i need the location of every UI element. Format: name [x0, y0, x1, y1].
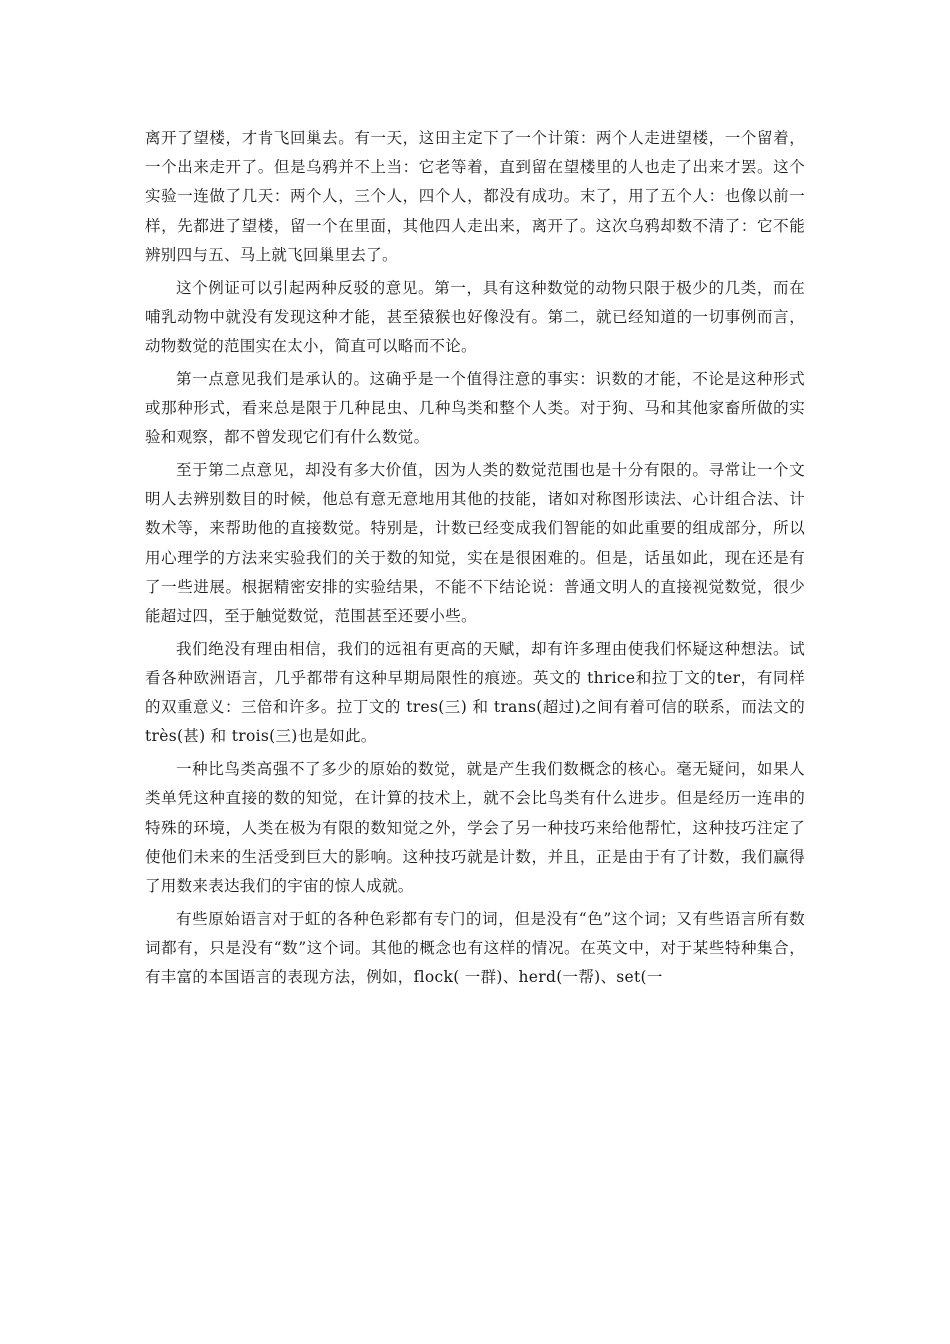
paragraph-6: 一种比鸟类高强不了多少的原始的数觉，就是产生我们数概念的核心。毫无疑问，如果人类单凭这种直接的数的知觉，在计算的技术上，就不会比鸟类有什么进步。但是经历一连串的特殊的环境，人类在极为有限的数知觉之外，学会了另一种技巧来给他帮忙，这种技巧注定了使他们未来的生活受到巨大的影响。这种技巧就是计数，并且，正是由于有了计数，我们赢得了用数来表达我们的宇宙的惊人成就。	[145, 760, 805, 896]
paragraph-1: 离开了望楼，才肯飞回巢去。有一天，这田主定下了一个计策：两个人走进望楼，一个留着，一个出来走开了。但是乌鸦并不上当：它老等着，直到留在望楼里的人也走了出来才罢。这个实验一连做了几天：两个人，三个人，四个人，都没有成功。末了，用了五个人：也像以前一样，先都进了望楼，留一个在里面，其他四人走出来，离开了。这次乌鸦却数不清了：它不能辨别四与五、马上就飞回巢里去了。	[145, 129, 805, 264]
paragraph-4: 至于第二点意见，却没有多大价值，因为人类的数觉范围也是十分有限的。寻常让一个文明人去辨别数目的时候，他总有意无意地用其他的技能，诸如对称图形读法、心计组合法、计数术等，来帮助他的直接数觉。特别是，计数已经变成我们智能的如此重要的组成部分，所以用心理学的方法来实验我们的关于数的知觉，实在是很困难的。但是，话虽如此，现在还是有了一些进展。根据精密安排的实验结果，不能不下结论说：普通文明人的直接视觉数觉，很少能超过四，至于触觉数觉，范围甚至还要小些。	[145, 461, 805, 626]
paragraph-3: 第一点意见我们是承认的。这确乎是一个值得注意的事实：识数的才能，不论是这种形式或那种形式，看来总是限于几种昆虫、几种鸟类和整个人类。对于狗、马和其他家畜所做的实验和观察，都不曾发现它们有什么数觉。	[145, 369, 805, 447]
paragraph-7: 有些原始语言对于虹的各种色彩都有专门的词，但是没有“色”这个词；又有些语言所有数词都有，只是没有“数”这个词。其他的概念也有这样的情况。在英文中，对于某些特种集合，有丰富的本国语言的表现方法，例如，flock( 一群)、herd(一帮)、set(一	[145, 909, 805, 987]
paragraph-2: 这个例证可以引起两种反驳的意见。第一，具有这种数觉的动物只限于极少的几类，而在哺乳动物中就没有发现这种才能，甚至猿猴也好像没有。第二，就已经知道的一切事例而言，动物数觉的范围实在太小，简直可以略而不论。	[145, 278, 805, 356]
body-text	[145, 124, 805, 996]
paragraph-5: 我们绝没有理由相信，我们的远祖有更高的天赋，却有许多理由使我们怀疑这种想法。试看各种欧洲语言，几乎都带有这种早期局限性的痕迹。英文的 thrice和拉丁文的ter，有同样的双重意义：三倍和许多。拉丁文的 tres(三) 和 trans(超过)之间有着可信的联系，而法文的 très(甚) 和 trois(三)也是如此。	[145, 639, 805, 746]
